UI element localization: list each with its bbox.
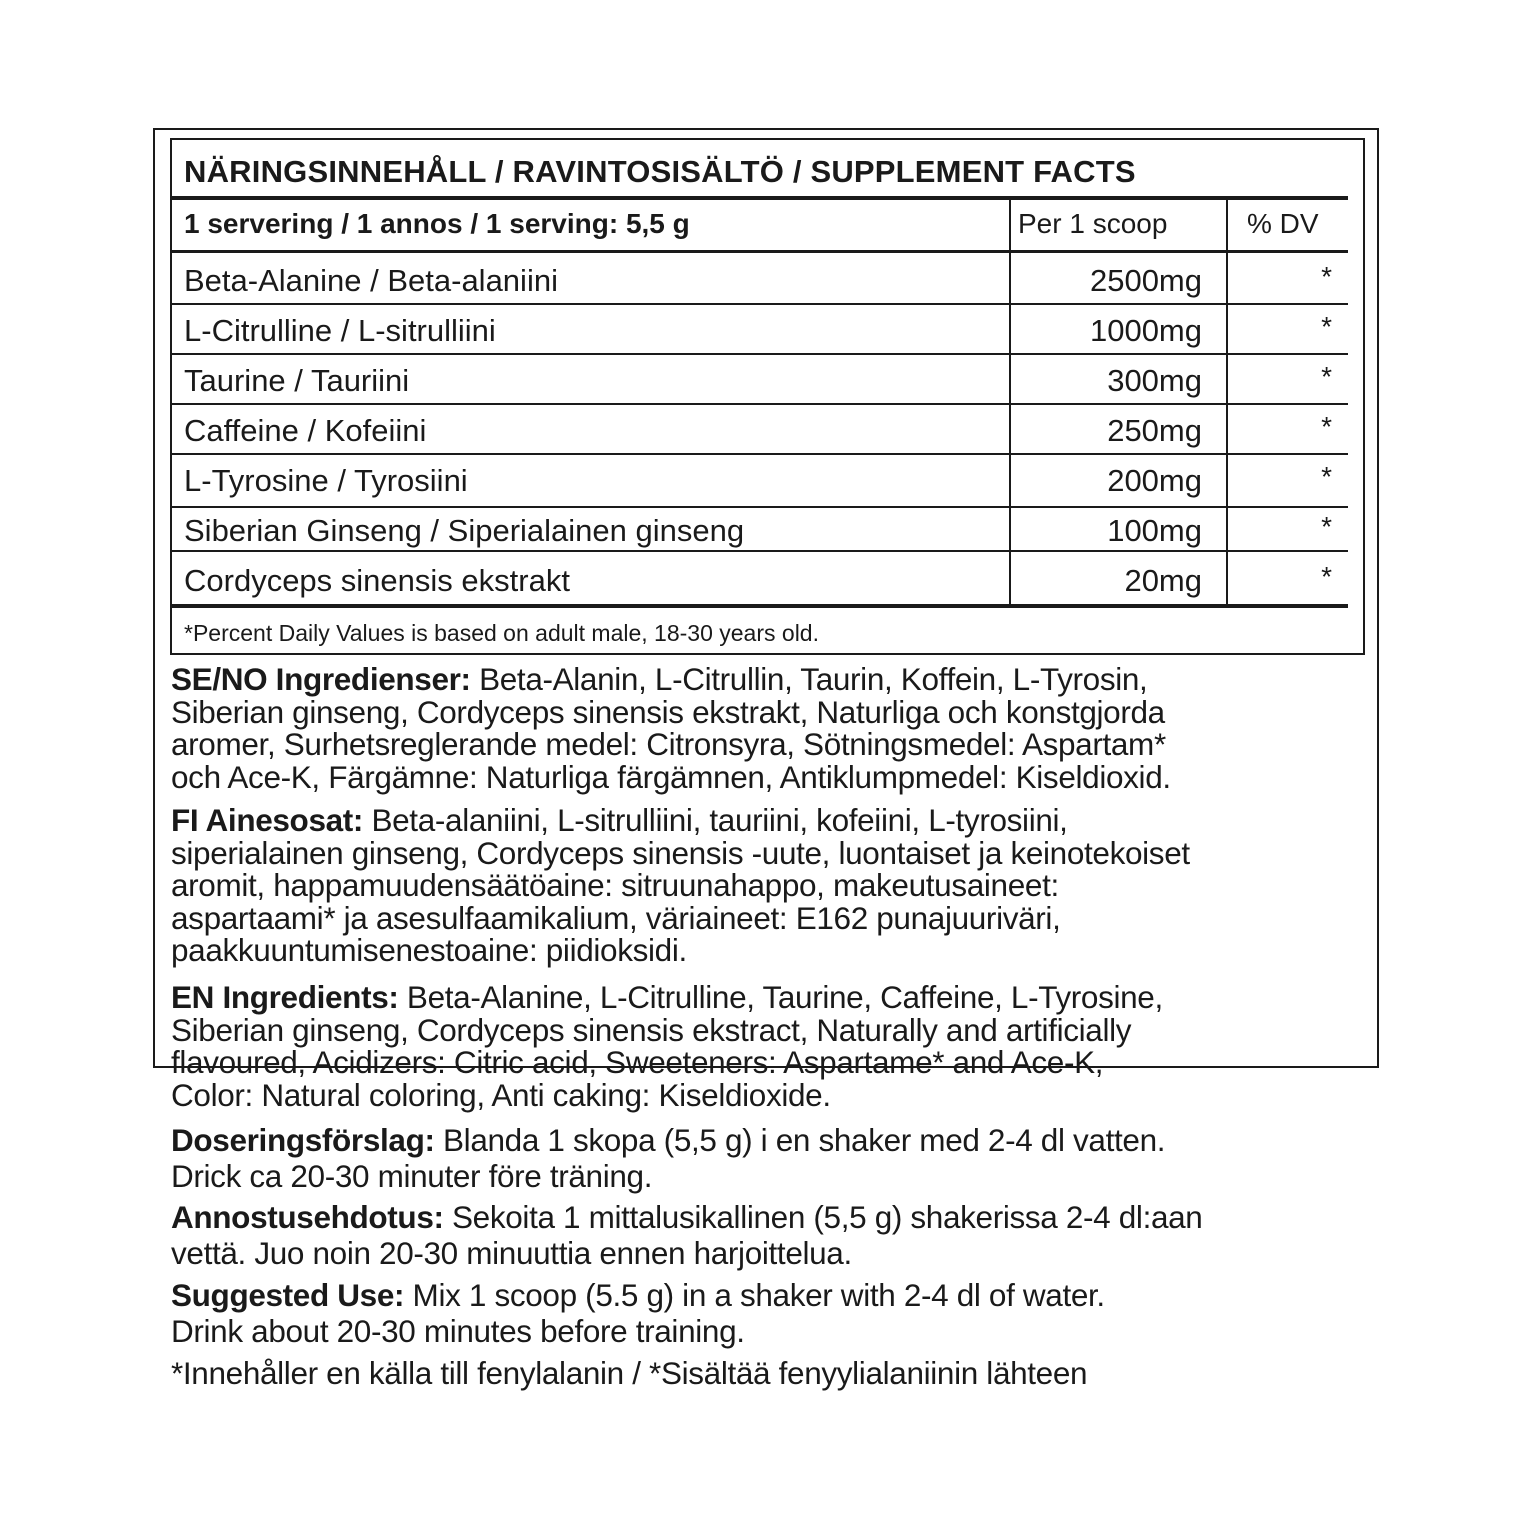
paragraph-line: aspartaami* ja asesulfaamikalium, väriaineet: E162 punajuuriväri, <box>171 899 1061 936</box>
ingredient-dv: * <box>1321 511 1332 542</box>
ingredient-amount: 100mg <box>1107 513 1202 548</box>
dv-footnote: *Percent Daily Values is based on adult male, 18-30 years old. <box>184 620 819 646</box>
ingredient-name: Siberian Ginseng / Siperialainen ginseng <box>184 513 745 548</box>
phenylalanine-note <box>171 1355 1361 1391</box>
ingredient-name: Cordyceps sinensis ekstrakt <box>184 563 570 598</box>
fi-dosage-label: Annostusehdotus: <box>171 1199 444 1235</box>
se-ingredients-label: SE/NO Ingredienser: <box>171 661 471 697</box>
paragraph-line: Drick ca 20-30 minuter före träning. <box>171 1158 653 1194</box>
paragraph-line: Beta-alaniini, L-sitrulliini, tauriini, kofeiini, L-tyrosiini, <box>363 802 1068 838</box>
facts-title: NÄRINGSINNEHÅLL / RAVINTOSISÄLTÖ / SUPPLEMENT FACTS <box>184 154 1136 189</box>
paragraph-line: aromit, happamuudensäätöaine: sitruunahappo, makeutusaineet: <box>171 867 1059 903</box>
paragraph-line: aromer, Surhetsreglerande medel: Citronsyra, Sötningsmedel: Aspartam* <box>171 726 1166 762</box>
ingredient-dv: * <box>1321 361 1332 392</box>
ingredient-amount: 300mg <box>1107 363 1202 398</box>
paragraph-line: siperialainen ginseng, Cordyceps sinensis -uute, luontaiset ja keinotekoiset <box>171 834 1190 871</box>
fi-ingredients-paragraph <box>171 804 1361 967</box>
ingredient-name: Beta-Alanine / Beta-alaniini <box>184 263 558 298</box>
ingredient-amount: 250mg <box>1107 413 1202 448</box>
table-row <box>172 403 1348 453</box>
ingredient-dv: * <box>1321 311 1332 342</box>
en-ingredients-label: EN Ingredients: <box>171 979 399 1015</box>
amount-column-header: Per 1 scoop <box>1018 208 1168 239</box>
dv-column-header: % DV <box>1247 208 1319 239</box>
paragraph-line: Mix 1 scoop (5.5 g) in a shaker with 2-4 dl of water. <box>404 1277 1105 1313</box>
ingredient-name: Caffeine / Kofeiini <box>184 413 427 448</box>
se-ingredients-paragraph <box>171 663 1361 793</box>
paragraph-line: *Innehåller en källa till fenylalanin / *Sisältää fenyylialaniinin lähteen <box>171 1355 1088 1391</box>
table-row <box>172 453 1348 503</box>
table-row <box>172 253 1348 303</box>
paragraph-line: Color: Natural coloring, Anti caking: Kiseldioxide. <box>171 1076 831 1113</box>
paragraph-line: Siberian ginseng, Cordyceps sinensis ekstrakt, Naturliga och konstgjorda <box>171 693 1165 730</box>
paragraph-line: Beta-Alanine, L-Citrulline, Taurine, Caffeine, L-Tyrosine, <box>398 979 1163 1015</box>
table-row <box>172 353 1348 403</box>
ingredient-dv: * <box>1321 261 1332 292</box>
en-dosage-label: Suggested Use: <box>171 1277 405 1313</box>
ingredient-dv: * <box>1321 561 1332 592</box>
paragraph-line: Beta-Alanin, L-Citrullin, Taurin, Koffein, L-Tyrosin, <box>470 661 1148 697</box>
title-rule <box>172 196 1348 200</box>
ingredient-name: L-Citrulline / L-sitrulliini <box>184 313 496 348</box>
se-dosage-paragraph <box>171 1122 1361 1194</box>
serving-size-label: 1 servering / 1 annos / 1 serving: 5,5 g <box>184 208 690 239</box>
paragraph-line: Blanda 1 skopa (5,5 g) i en shaker med 2-4 dl vatten. <box>434 1122 1166 1158</box>
paragraph-line: Drink about 20-30 minutes before training. <box>171 1313 745 1349</box>
ingredient-dv: * <box>1321 461 1332 492</box>
paragraph-line: Sekoita 1 mittalusikallinen (5,5 g) shakerissa 2-4 dl:aan <box>443 1199 1203 1235</box>
table-row <box>172 553 1348 603</box>
supplement-facts-table <box>170 138 1365 655</box>
paragraph-line: flavoured, Acidizers: Citric acid, Sweeteners: Aspartame* and Ace-K, <box>171 1044 1104 1080</box>
paragraph-line: Siberian ginseng, Cordyceps sinensis ekstract, Naturally and artificially <box>171 1011 1132 1048</box>
ingredient-amount: 1000mg <box>1089 313 1202 348</box>
se-dosage-label: Doseringsförslag: <box>171 1122 435 1158</box>
fi-dosage-paragraph <box>171 1199 1361 1271</box>
row-rule <box>172 550 1348 552</box>
ingredient-name: L-Tyrosine / Tyrosiini <box>184 463 468 498</box>
en-ingredients-paragraph <box>171 981 1361 1111</box>
ingredient-name: Taurine / Tauriini <box>184 363 410 398</box>
ingredient-amount: 200mg <box>1107 463 1202 498</box>
ingredient-amount: 20mg <box>1124 563 1202 598</box>
table-row <box>172 303 1348 353</box>
paragraph-line: paakkuuntumisenestoaine: piidioksidi. <box>171 932 687 968</box>
ingredient-amount: 2500mg <box>1089 263 1202 298</box>
ingredient-dv: * <box>1321 411 1332 442</box>
paragraph-line: vettä. Juo noin 20-30 minuuttia ennen harjoittelua. <box>171 1235 852 1271</box>
table-bottom-rule <box>172 604 1348 608</box>
paragraph-line: och Ace-K, Färgämne: Naturliga färgämnen, Antiklumpmedel: Kiseldioxid. <box>171 758 1171 795</box>
table-row <box>172 503 1348 553</box>
en-dosage-paragraph <box>171 1277 1361 1349</box>
fi-ingredients-label: FI Ainesosat: <box>171 802 364 838</box>
